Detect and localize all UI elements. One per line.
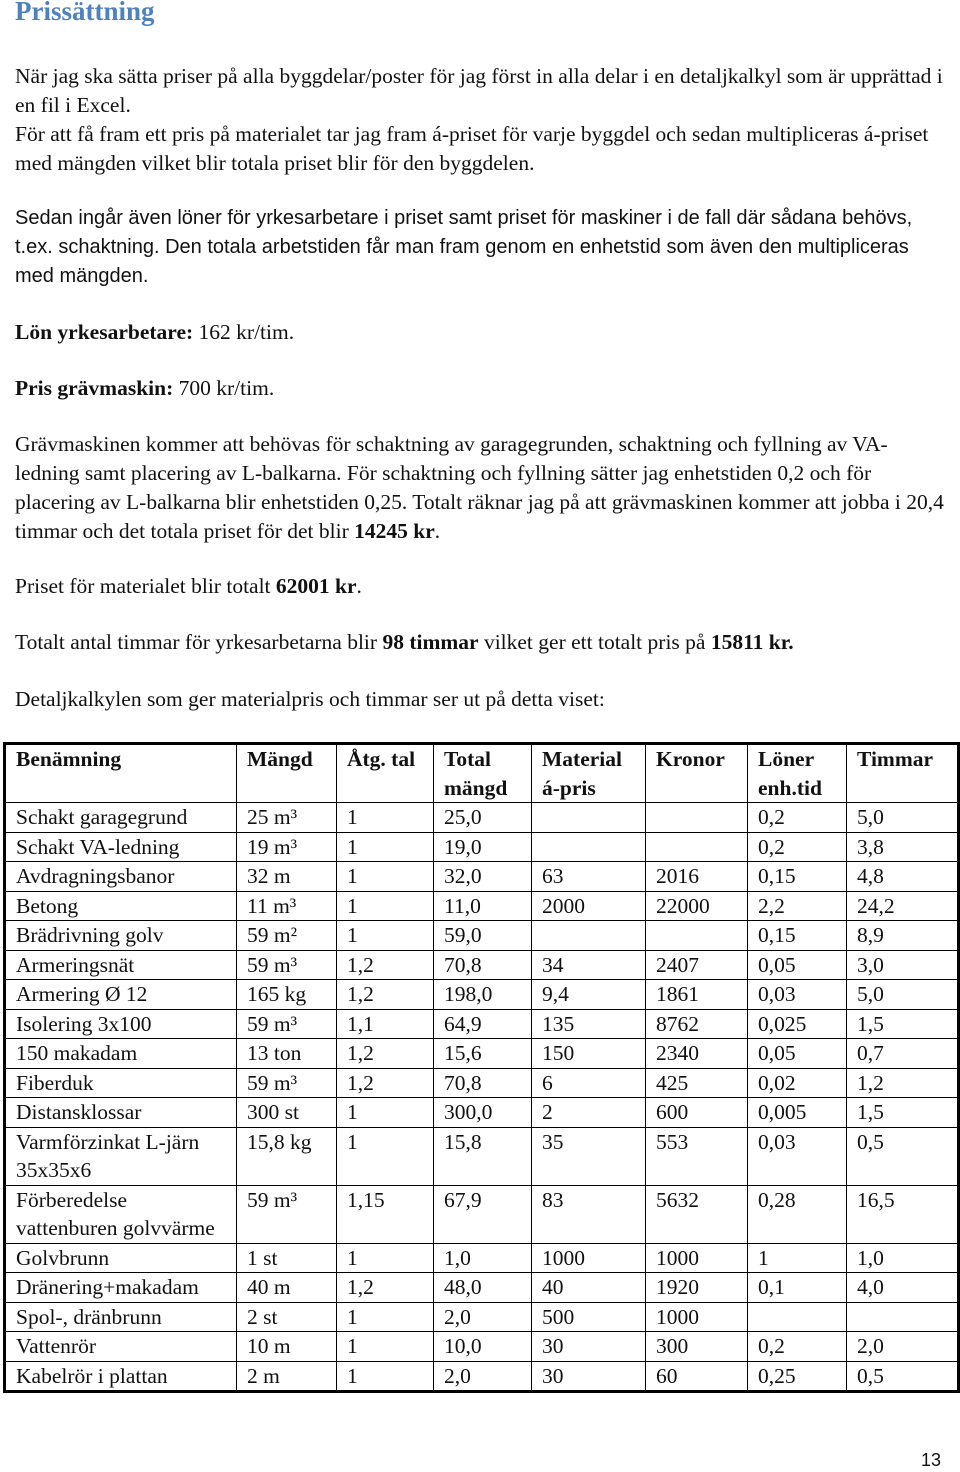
table-cell: 2 (532, 1098, 646, 1128)
hours-text-2: vilket ger ett totalt pris på (478, 630, 711, 654)
table-cell: 0,5 (847, 1127, 959, 1185)
table-cell: 1,15 (337, 1185, 434, 1243)
excavator-period: . (434, 519, 441, 543)
table-cell: 1 (337, 1127, 434, 1185)
table-cell: 22000 (646, 891, 748, 921)
paragraph-intro (15, 62, 950, 178)
table-cell: 1 (337, 1332, 434, 1362)
header-cell: Timmar (847, 744, 959, 803)
table-cell: 1,0 (847, 1243, 959, 1273)
table-cell: 300 (646, 1332, 748, 1362)
table-cell: 300,0 (434, 1098, 532, 1128)
table-cell: 0,005 (748, 1098, 847, 1128)
wage-line (15, 318, 950, 347)
header-cell: Mängd (237, 744, 337, 803)
table-cell: 1 (337, 1243, 434, 1273)
table-cell: 1 (337, 921, 434, 951)
table-row (5, 1127, 959, 1185)
table-cell: 9,4 (532, 980, 646, 1010)
table-cell: 0,03 (748, 980, 847, 1010)
table-cell: 60 (646, 1361, 748, 1392)
material-period: . (356, 574, 362, 598)
table-cell: 59 m² (237, 921, 337, 951)
table-cell: 1,2 (337, 1068, 434, 1098)
table-cell: 4,0 (847, 1273, 959, 1303)
table-cell: 2,0 (434, 1302, 532, 1332)
table-cell: 70,8 (434, 950, 532, 980)
table-cell: 67,9 (434, 1185, 532, 1243)
intro-sentence-2: För att få fram ett pris på materialet tar jag fram á-priset för varje byggdel och sedan multipliceras á-priset med mängden vilket blir totala priset blir för den byggdelen. (15, 122, 929, 175)
table-cell: 600 (646, 1098, 748, 1128)
header-cell: Benämning (5, 744, 237, 803)
table-cell: 59 m³ (237, 950, 337, 980)
table-cell: 13 ton (237, 1039, 337, 1069)
table-cell: 11 m³ (237, 891, 337, 921)
excavator-line (15, 374, 950, 403)
table-row (5, 980, 959, 1010)
table-cell: 1 (748, 1243, 847, 1273)
table-cell: 6 (532, 1068, 646, 1098)
table-row (5, 1332, 959, 1362)
table-cell: Vattenrör (5, 1332, 237, 1362)
table-cell: 15,6 (434, 1039, 532, 1069)
table-cell: 0,7 (847, 1039, 959, 1069)
table-cell: 1 (337, 832, 434, 862)
table-cell: 0,05 (748, 950, 847, 980)
material-text: Priset för materialet blir totalt (15, 574, 276, 598)
table-cell: 63 (532, 862, 646, 892)
table-cell: Kabelrör i plattan (5, 1361, 237, 1392)
table-cell: 30 (532, 1361, 646, 1392)
table-cell: 0,025 (748, 1009, 847, 1039)
wage-label: Lön yrkesarbetare: (15, 320, 194, 344)
table-cell: 19 m³ (237, 832, 337, 862)
table-cell: Armering Ø 12 (5, 980, 237, 1010)
table-cell: 0,03 (748, 1127, 847, 1185)
table-row (5, 1039, 959, 1069)
header-cell: Material á-pris (532, 744, 646, 803)
table-cell: 15,8 (434, 1127, 532, 1185)
table-cell: 64,9 (434, 1009, 532, 1039)
table-cell: 0,25 (748, 1361, 847, 1392)
hours-price: 15811 kr. (710, 630, 794, 654)
table-row (5, 1273, 959, 1303)
table-cell: 5632 (646, 1185, 748, 1243)
detail-calculation-table (3, 742, 960, 1393)
table-cell: 0,2 (748, 803, 847, 833)
table-cell (646, 921, 748, 951)
table-cell (532, 921, 646, 951)
header-cell: Total mängd (434, 744, 532, 803)
table-body (5, 803, 959, 1392)
table-cell: 1,2 (337, 1039, 434, 1069)
table-cell: 1000 (646, 1302, 748, 1332)
table-cell: 59 m³ (237, 1009, 337, 1039)
table-cell: 35 (532, 1127, 646, 1185)
table-cell: 59 m³ (237, 1068, 337, 1098)
table-cell: 2 st (237, 1302, 337, 1332)
header-cell: Åtg. tal (337, 744, 434, 803)
table-cell: 25 m³ (237, 803, 337, 833)
table-cell: 1920 (646, 1273, 748, 1303)
table-cell: 2016 (646, 862, 748, 892)
table-cell: 8,9 (847, 921, 959, 951)
excavator-text: Grävmaskinen kommer att behövas för schaktning av garagegrunden, schaktning och fyllning av VA-ledning samt placering av L-balkarna. För schaktning och fyllning sätter jag enhetstiden 0,2 och för placering av L-balkarna blir enhetstiden 0,25. Totalt räknar jag på att grävmaskinen kommer att jobba i 20,4 timmar och det totala priset för det blir (15, 432, 944, 543)
table-cell: 0,15 (748, 921, 847, 951)
table-cell: 1,0 (434, 1243, 532, 1273)
table-cell: Schakt garagegrund (5, 803, 237, 833)
table-cell: 0,28 (748, 1185, 847, 1243)
table-cell (532, 803, 646, 833)
table-cell: 500 (532, 1302, 646, 1332)
table-cell: 10 m (237, 1332, 337, 1362)
table-cell: Golvbrunn (5, 1243, 237, 1273)
table-cell: 3,0 (847, 950, 959, 980)
table-cell: 1,5 (847, 1009, 959, 1039)
table-cell: 4,8 (847, 862, 959, 892)
table-cell: Fiberduk (5, 1068, 237, 1098)
table-cell: 425 (646, 1068, 748, 1098)
table-row (5, 891, 959, 921)
table-row (5, 1185, 959, 1243)
table-cell: 70,8 (434, 1068, 532, 1098)
table-cell: Varmförzinkat L-järn 35x35x6 (5, 1127, 237, 1185)
table-cell: Avdragningsbanor (5, 862, 237, 892)
table-cell: 0,1 (748, 1273, 847, 1303)
table-row (5, 1243, 959, 1273)
table-cell: 10,0 (434, 1332, 532, 1362)
table-cell: 150 makadam (5, 1039, 237, 1069)
table-cell: 2,2 (748, 891, 847, 921)
material-total: 62001 kr (275, 574, 357, 598)
table-cell (748, 1302, 847, 1332)
paragraph-wages: Sedan ingår även löner för yrkesarbetare i priset samt priset för maskiner i de fall där sådana behövs, t.ex. schaktning. Den totala arbetstiden får man fram genom en enhetstid som även den multipliceras med mängden. (15, 207, 913, 287)
table-cell: Isolering 3x100 (5, 1009, 237, 1039)
table-cell: 1 st (237, 1243, 337, 1273)
table-cell: 16,5 (847, 1185, 959, 1243)
table-cell: 5,0 (847, 980, 959, 1010)
table-cell: 15,8 kg (237, 1127, 337, 1185)
table-cell: Betong (5, 891, 237, 921)
table-cell: 1 (337, 803, 434, 833)
header-cell: Kronor (646, 744, 748, 803)
excavator-label: Pris grävmaskin: (15, 376, 174, 400)
table-cell: 135 (532, 1009, 646, 1039)
table-cell (646, 803, 748, 833)
table-cell: 1,1 (337, 1009, 434, 1039)
material-line (15, 572, 950, 601)
table-cell: 1,2 (337, 950, 434, 980)
table-cell: 2 m (237, 1361, 337, 1392)
table-cell: 34 (532, 950, 646, 980)
paragraph-excavator (15, 430, 950, 546)
table-cell (532, 832, 646, 862)
table-cell: 2407 (646, 950, 748, 980)
table-row (5, 803, 959, 833)
table-cell: 5,0 (847, 803, 959, 833)
table-cell: 19,0 (434, 832, 532, 862)
table-cell: 1 (337, 1361, 434, 1392)
table-row (5, 950, 959, 980)
table-cell: 1 (337, 1098, 434, 1128)
table-cell: 1,5 (847, 1098, 959, 1128)
table-cell: Spol-, dränbrunn (5, 1302, 237, 1332)
table-cell: 3,8 (847, 832, 959, 862)
excavator-value: 700 kr/tim. (173, 376, 275, 400)
table-cell: 2,0 (847, 1332, 959, 1362)
table-row (5, 1361, 959, 1392)
table-cell: 165 kg (237, 980, 337, 1010)
table-cell: 2340 (646, 1039, 748, 1069)
header-cell: Löner enh.tid (748, 744, 847, 803)
detail-intro: Detaljkalkylen som ger materialpris och timmar ser ut på detta viset: (15, 687, 605, 711)
table-cell: 0,02 (748, 1068, 847, 1098)
table-cell: 48,0 (434, 1273, 532, 1303)
table-header-row (5, 744, 959, 803)
table-cell: Brädrivning golv (5, 921, 237, 951)
page-number: 13 (921, 1450, 942, 1470)
table-cell: Schakt VA-ledning (5, 832, 237, 862)
table-cell: 1 (337, 862, 434, 892)
table-cell: 1 (337, 891, 434, 921)
table-cell: 83 (532, 1185, 646, 1243)
table-cell: 24,2 (847, 891, 959, 921)
table-cell: 1,2 (337, 1273, 434, 1303)
table-cell: 0,05 (748, 1039, 847, 1069)
table-cell: 1861 (646, 980, 748, 1010)
table-row (5, 1068, 959, 1098)
table-cell: 30 (532, 1332, 646, 1362)
table-cell: 150 (532, 1039, 646, 1069)
table-cell: 300 st (237, 1098, 337, 1128)
table-cell: 553 (646, 1127, 748, 1185)
table-row (5, 862, 959, 892)
table-cell: 2000 (532, 891, 646, 921)
table-cell: 8762 (646, 1009, 748, 1039)
wage-value: 162 kr/tim. (193, 320, 295, 344)
section-heading: Prissättning (15, 0, 155, 26)
table-cell: 25,0 (434, 803, 532, 833)
intro-sentence-1: När jag ska sätta priser på alla byggdelar/poster för jag först in alla delar i en detaljkalkyl som är upprättad i en fil i Excel. (15, 64, 943, 117)
table-cell: 198,0 (434, 980, 532, 1010)
table-cell: 1 (337, 1302, 434, 1332)
table-cell: 32,0 (434, 862, 532, 892)
table-cell: 1,2 (847, 1068, 959, 1098)
table-cell: Dränering+makadam (5, 1273, 237, 1303)
table-cell: 40 m (237, 1273, 337, 1303)
table-cell: 2,0 (434, 1361, 532, 1392)
table-cell (646, 832, 748, 862)
table-cell (847, 1302, 959, 1332)
table-cell: 0,5 (847, 1361, 959, 1392)
table-row (5, 1009, 959, 1039)
hours-text-1: Totalt antal timmar för yrkesarbetarna blir (15, 630, 383, 654)
table-row (5, 1098, 959, 1128)
table-cell: 40 (532, 1273, 646, 1303)
table-cell: Armeringsnät (5, 950, 237, 980)
table-cell: Distansklossar (5, 1098, 237, 1128)
table-cell: 1000 (532, 1243, 646, 1273)
table-cell: 1,2 (337, 980, 434, 1010)
table-cell: 32 m (237, 862, 337, 892)
table-cell: 0,15 (748, 862, 847, 892)
table-row (5, 921, 959, 951)
table-cell: 11,0 (434, 891, 532, 921)
excavator-total: 14245 kr (354, 519, 435, 543)
hours-line (15, 628, 950, 657)
table-cell: 0,2 (748, 1332, 847, 1362)
table-cell: 59 m³ (237, 1185, 337, 1243)
table-cell: 0,2 (748, 832, 847, 862)
table-cell: 1000 (646, 1243, 748, 1273)
hours-total: 98 timmar (382, 630, 479, 654)
table-row (5, 1302, 959, 1332)
table-cell: 59,0 (434, 921, 532, 951)
table-cell: Förberedelse vattenburen golvvärme (5, 1185, 237, 1243)
table-row (5, 832, 959, 862)
